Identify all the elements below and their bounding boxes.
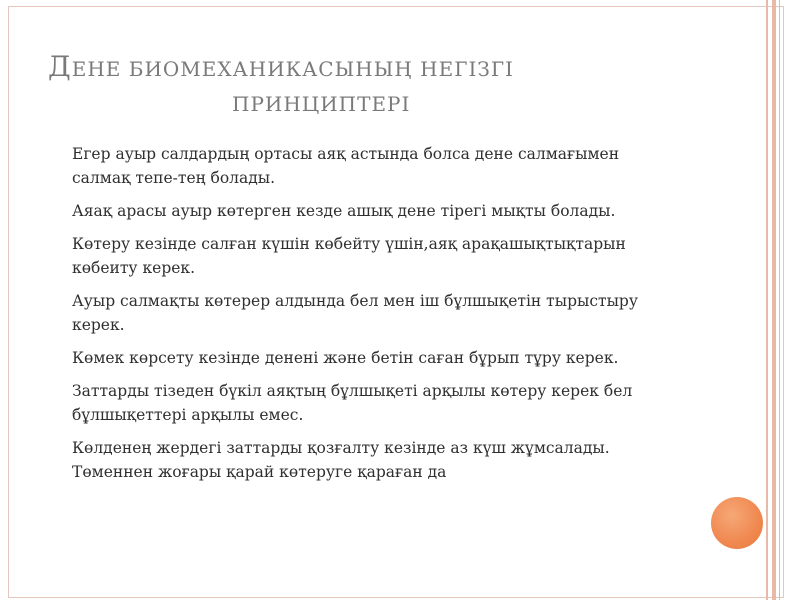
- list-item: [44, 346, 664, 370]
- list-item: [44, 436, 664, 484]
- bullet-text: Көлденең жердегі заттарды қозғалту кезінде аз күш жұмсалады. Төменнен жоғары қарай көтеруге қараған да: [72, 439, 610, 481]
- slide-title-line-2: ПРИНЦИПТЕРІ: [232, 92, 411, 116]
- list-item: [44, 379, 664, 427]
- bullet-list: [44, 142, 664, 493]
- title-line-1-text: ЕНЕ БИОМЕХАНИКАСЫНЫҢ НЕГІЗГІ: [71, 57, 514, 81]
- decorative-rail: [766, 0, 768, 600]
- bullet-text: Көмек көрсету кезінде денені және бетін саған бұрып тұру керек.: [72, 349, 619, 367]
- bullet-text: Ауыр салмақты көтерер алдында бел мен іш бұлшықетін тырыстыру керек.: [72, 292, 638, 334]
- bullet-text: Аяақ арасы ауыр көтерген кезде ашық дене тірегі мықты болады.: [72, 202, 616, 220]
- bullet-text: Көтеру кезінде салған күшін көбейту үшін,аяқ арақашықтықтарын көбеиту керек.: [72, 235, 626, 277]
- title-first-letter: Д: [48, 50, 72, 83]
- slide-title-line-1: [48, 50, 514, 83]
- list-item: [44, 199, 664, 223]
- bullet-text: Егер ауыр салдардың ортасы аяқ астында болса дене салмағымен салмақ тепе-тең болады.: [72, 145, 620, 187]
- bullet-text: Заттарды тізеден бүкіл аяқтың бұлшықеті арқылы көтеру керек бел бұлшықеттері арқылы емес.: [72, 382, 633, 424]
- accent-circle-icon: [711, 497, 763, 549]
- list-item: [44, 232, 664, 280]
- list-item: [44, 142, 664, 190]
- decorative-rail: [779, 0, 780, 600]
- list-item: [44, 289, 664, 337]
- decorative-rail: [772, 0, 776, 600]
